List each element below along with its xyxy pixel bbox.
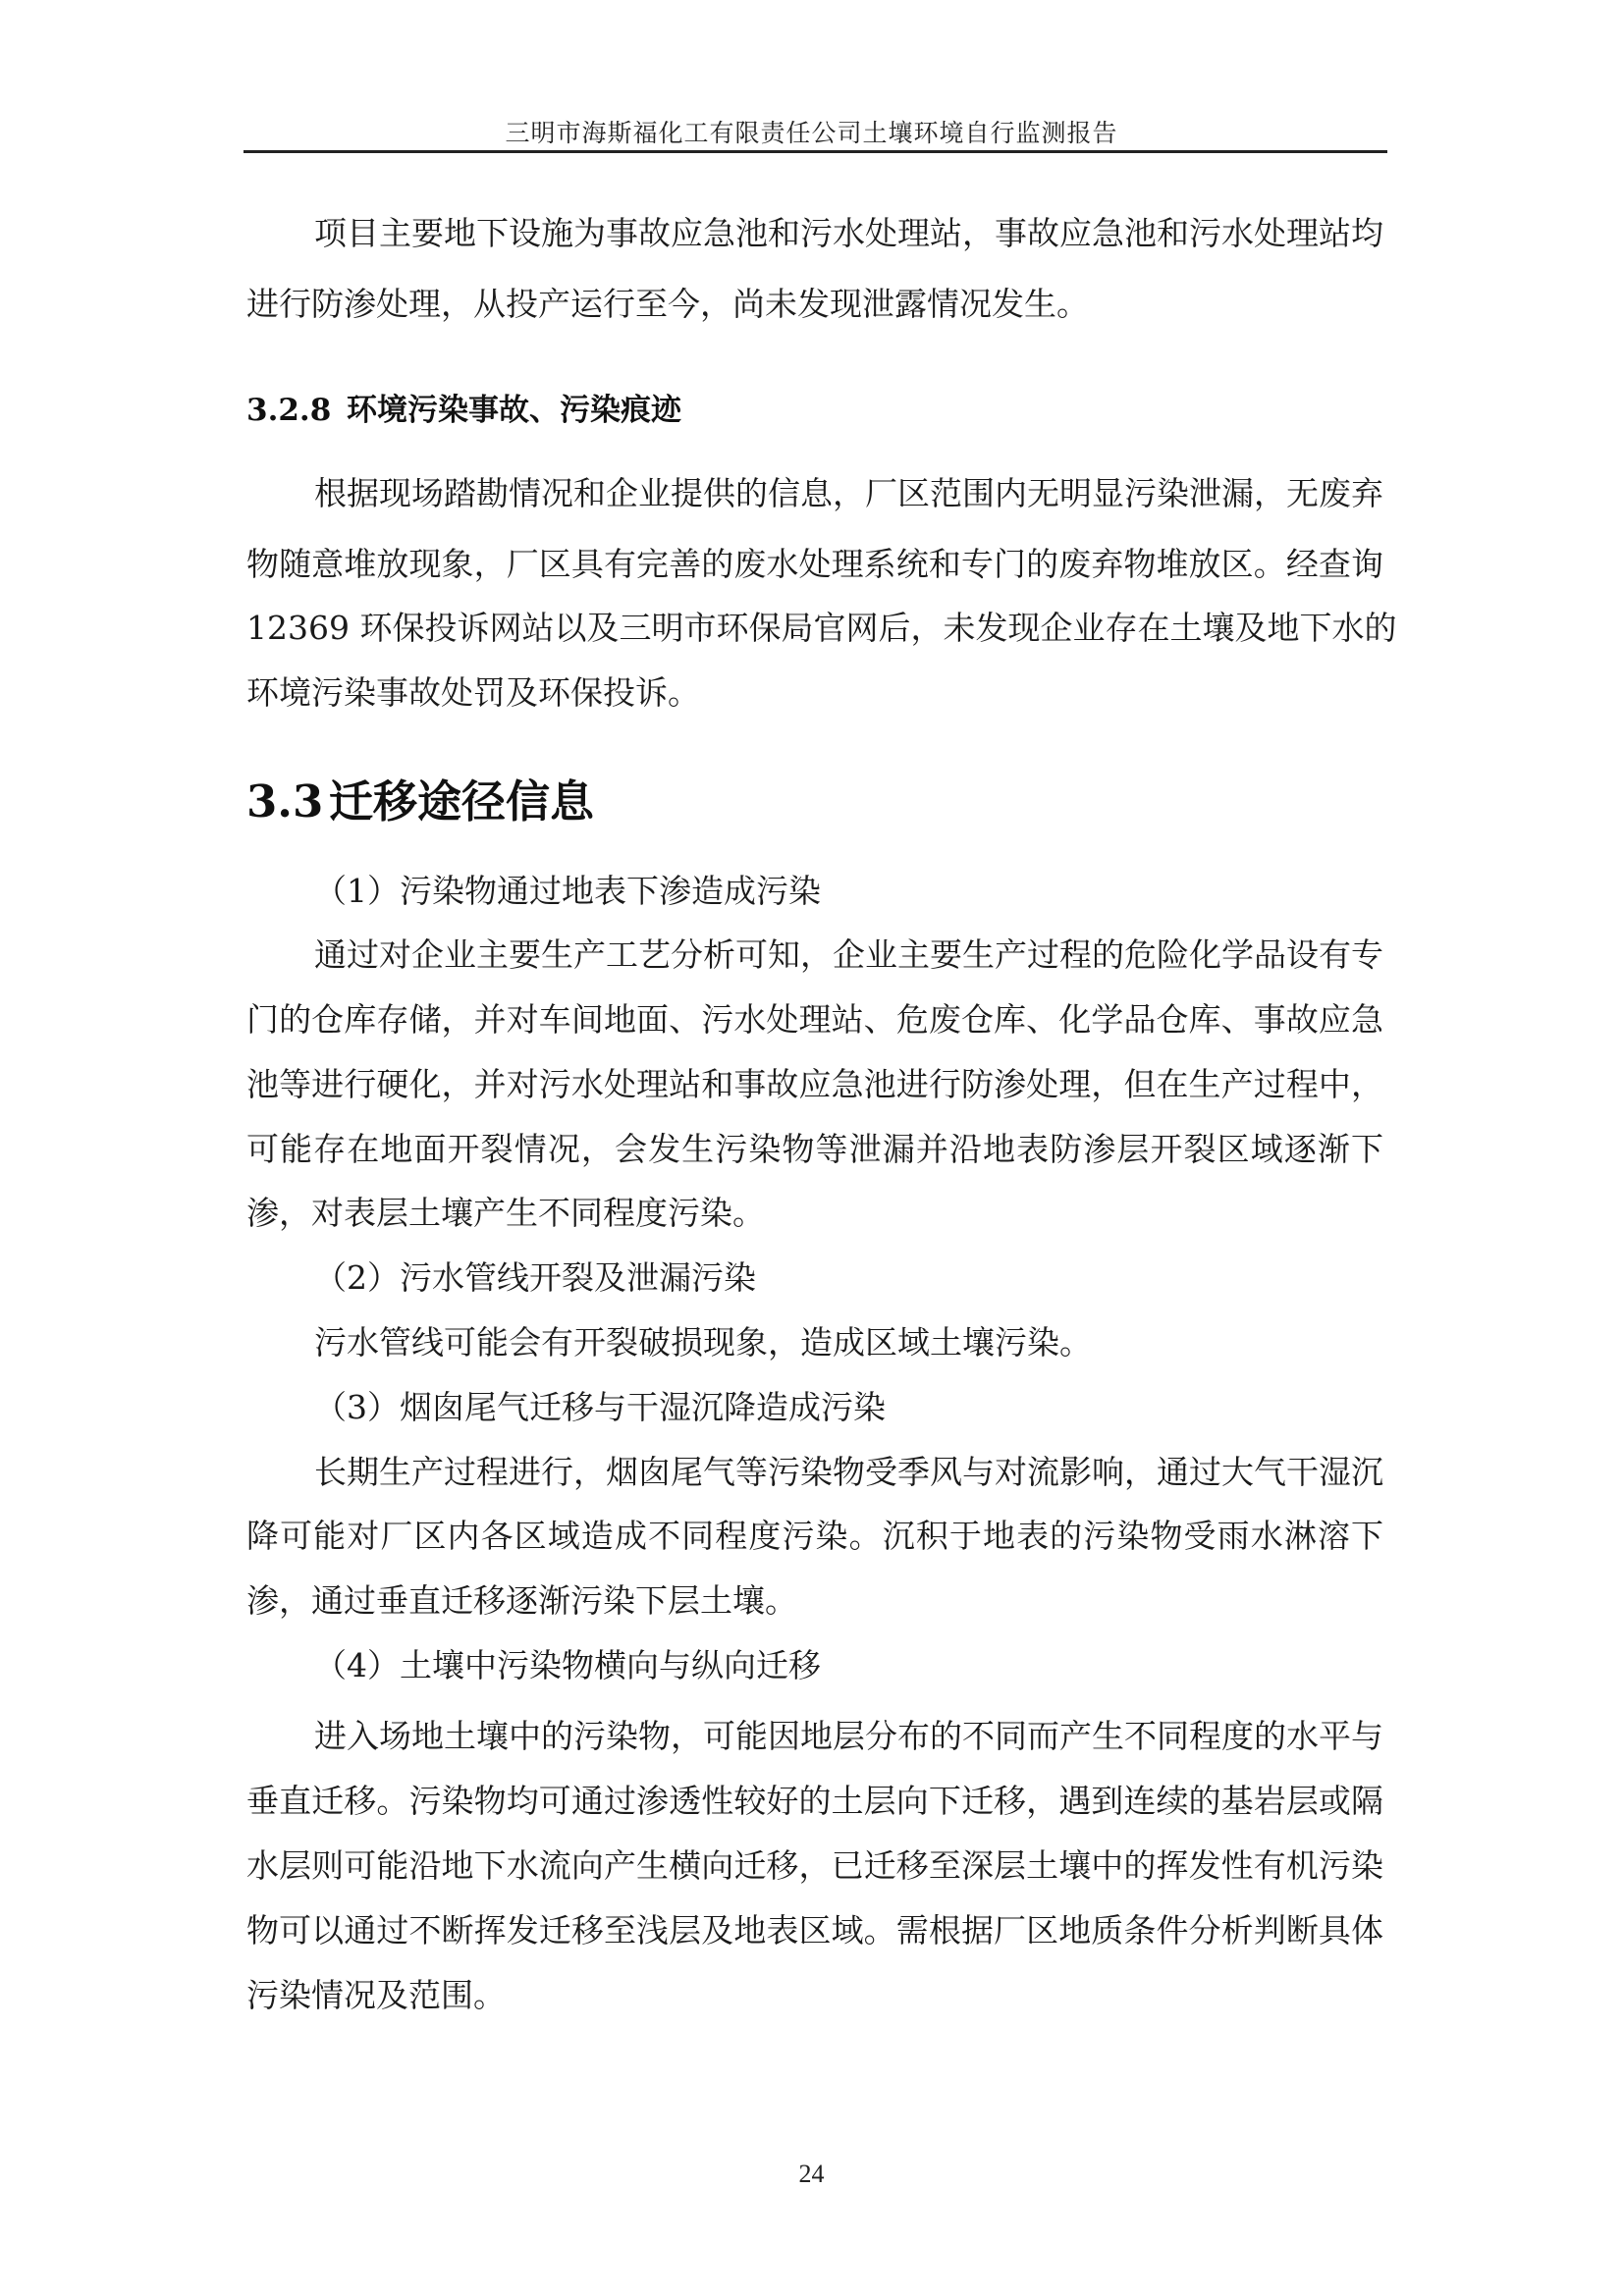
paragraph-line: 污染情况及范围。 <box>246 1976 506 2014</box>
paragraph-line: 池等进行硬化，并对污水处理站和事故应急池进行防渗处理，但在生产过程中， <box>246 1065 1383 1103</box>
list-item-heading: （3）烟囱尾气迁移与干湿沉降造成污染 <box>314 1388 886 1426</box>
list-item-heading: （2）污水管线开裂及泄漏污染 <box>314 1258 756 1297</box>
paragraph-line: 污水管线可能会有开裂破损现象，造成区域土壤污染。 <box>314 1323 1092 1362</box>
paragraph-line: 根据现场踏勘情况和企业提供的信息，厂区范围内无明显污染泄漏，无废弃 <box>314 474 1383 512</box>
paragraph-line: 可能存在地面开裂情况，会发生污染物等泄漏并沿地表防渗层开裂区域逐渐下 <box>246 1130 1383 1168</box>
paragraph-line: 长期生产过程进行，烟囱尾气等污染物受季风与对流影响，通过大气干湿沉 <box>314 1453 1383 1491</box>
section-title: 迁移途径信息 <box>329 775 595 828</box>
paragraph-line: 通过对企业主要生产工艺分析可知，企业主要生产过程的危险化学品设有专 <box>314 935 1383 974</box>
section-number: 3.3 <box>246 775 324 828</box>
header-rule <box>243 150 1387 153</box>
section-number: 3.2.8 <box>246 393 332 428</box>
list-item-heading: （4）土壤中污染物横向与纵向迁移 <box>314 1646 821 1684</box>
paragraph-line: 水层则可能沿地下水流向产生横向迁移，已迁移至深层土壤中的挥发性有机污染 <box>246 1846 1383 1885</box>
paragraph-line: 12369 环保投诉网站以及三明市环保局官网后，未发现企业存在土壤及地下水的 <box>246 609 1397 647</box>
paragraph-line: 进行防渗处理，从投产运行至今，尚未发现泄露情况发生。 <box>246 285 1089 323</box>
section-heading-3-3 <box>246 766 594 829</box>
paragraph-line: 降可能对厂区内各区域造成不同程度污染。沉积于地表的污染物受雨水淋溶下 <box>246 1517 1383 1555</box>
paragraph-line: 项目主要地下设施为事故应急池和污水处理站，事故应急池和污水处理站均 <box>314 214 1383 252</box>
paragraph-line: 物可以通过不断挥发迁移至浅层及地表区域。需根据厂区地质条件分析判断具体 <box>246 1911 1383 1949</box>
section-heading-3-2-8 <box>246 385 681 429</box>
paragraph-line: 渗，对表层土壤产生不同程度污染。 <box>246 1194 765 1232</box>
page-number: 24 <box>798 2160 825 2188</box>
paragraph-line: 渗，通过垂直迁移逐渐污染下层土壤。 <box>246 1581 797 1620</box>
paragraph-line: 进入场地土壤中的污染物，可能因地层分布的不同而产生不同程度的水平与 <box>314 1717 1383 1755</box>
paragraph-line: 物随意堆放现象，厂区具有完善的废水处理系统和专门的废弃物堆放区。经查询 <box>246 545 1383 583</box>
running-header: 三明市海斯福化工有限责任公司土壤环境自行监测报告 <box>505 119 1118 147</box>
paragraph-line: 垂直迁移。污染物均可通过渗透性较好的土层向下迁移，遇到连续的基岩层或隔 <box>246 1782 1383 1820</box>
list-item-heading: （1）污染物通过地表下渗造成污染 <box>314 872 821 910</box>
paragraph-line: 门的仓库存储，并对车间地面、污水处理站、危废仓库、化学品仓库、事故应急 <box>246 1000 1383 1039</box>
paragraph-line: 环境污染事故处罚及环保投诉。 <box>246 673 700 712</box>
section-title: 环境污染事故、污染痕迹 <box>347 393 681 428</box>
